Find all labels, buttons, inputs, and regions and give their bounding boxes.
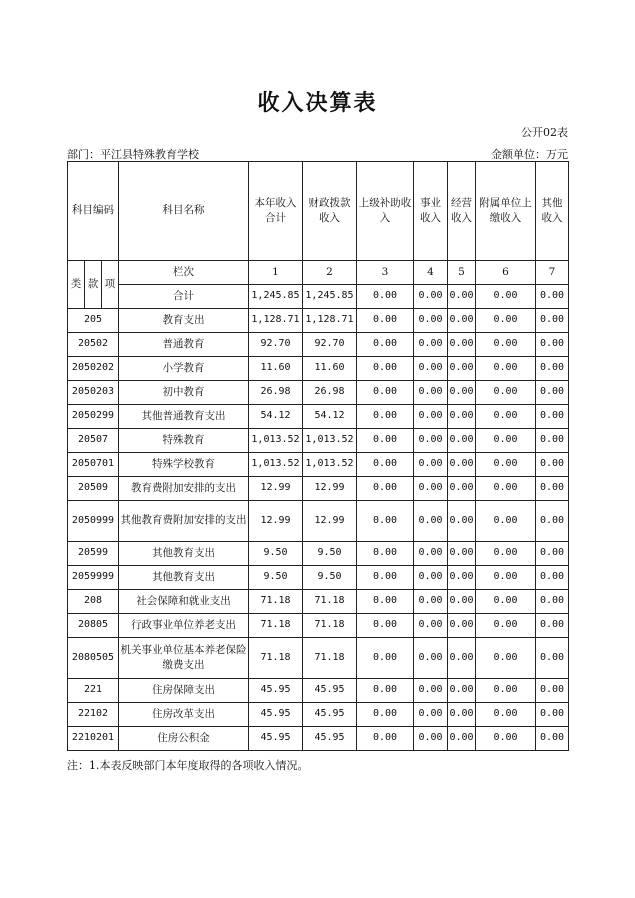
income-value: 92.70 bbox=[249, 333, 303, 357]
page-title: 收入决算表 bbox=[257, 91, 378, 116]
income-value: 0.00 bbox=[414, 477, 448, 501]
income-value: 9.50 bbox=[303, 566, 357, 590]
income-value: 0.00 bbox=[448, 703, 476, 727]
income-value: 0.00 bbox=[536, 501, 569, 542]
header-class: 类 bbox=[68, 261, 85, 309]
subject-code: 208 bbox=[68, 590, 119, 614]
income-value: 11.60 bbox=[303, 357, 357, 381]
header-operating-income: 经营收入 bbox=[448, 162, 476, 261]
header-business-income: 事业收入 bbox=[414, 162, 448, 261]
income-value: 0.00 bbox=[536, 309, 569, 333]
income-value: 71.18 bbox=[303, 614, 357, 638]
income-value: 0.00 bbox=[476, 614, 536, 638]
table-row bbox=[68, 357, 569, 381]
income-value: 0.00 bbox=[536, 542, 569, 566]
income-value: 71.18 bbox=[249, 590, 303, 614]
income-value: 54.12 bbox=[249, 405, 303, 429]
column-index-2: 2 bbox=[303, 261, 357, 285]
income-value: 0.00 bbox=[357, 309, 414, 333]
income-value: 0.00 bbox=[414, 727, 448, 751]
income-value: 0.00 bbox=[448, 638, 476, 679]
column-index-4: 4 bbox=[414, 261, 448, 285]
department-label: 部门：平江县特殊教育学校 bbox=[67, 148, 199, 161]
subject-name: 教育支出 bbox=[119, 309, 249, 333]
table-row bbox=[68, 638, 569, 679]
income-value: 0.00 bbox=[476, 542, 536, 566]
income-value: 12.99 bbox=[303, 477, 357, 501]
income-value: 45.95 bbox=[303, 727, 357, 751]
income-value: 0.00 bbox=[536, 477, 569, 501]
income-value: 45.95 bbox=[249, 727, 303, 751]
income-value: 0.00 bbox=[414, 309, 448, 333]
header-subject-name: 科目名称 bbox=[119, 162, 249, 261]
total-row bbox=[68, 285, 569, 309]
income-value: 0.00 bbox=[476, 357, 536, 381]
income-value: 0.00 bbox=[448, 477, 476, 501]
income-value: 45.95 bbox=[303, 679, 357, 703]
income-value: 0.00 bbox=[357, 727, 414, 751]
income-value: 26.98 bbox=[303, 381, 357, 405]
income-value: 0.00 bbox=[476, 566, 536, 590]
income-value: 0.00 bbox=[414, 453, 448, 477]
column-index-1: 1 bbox=[249, 261, 303, 285]
subject-name: 其他教育费附加安排的支出 bbox=[119, 501, 249, 542]
income-value: 0.00 bbox=[414, 333, 448, 357]
subject-name: 小学教育 bbox=[119, 357, 249, 381]
header-item: 项 bbox=[102, 261, 119, 309]
income-value: 0.00 bbox=[414, 703, 448, 727]
income-value: 0.00 bbox=[414, 357, 448, 381]
income-value: 0.00 bbox=[476, 453, 536, 477]
table-row bbox=[68, 405, 569, 429]
table-row bbox=[68, 590, 569, 614]
income-value: 0.00 bbox=[357, 405, 414, 429]
subject-code: 20805 bbox=[68, 614, 119, 638]
table-row bbox=[68, 614, 569, 638]
income-value: 0.00 bbox=[414, 542, 448, 566]
income-value: 0.00 bbox=[476, 590, 536, 614]
header-row bbox=[68, 162, 569, 261]
income-value: 0.00 bbox=[357, 566, 414, 590]
income-value: 45.95 bbox=[303, 703, 357, 727]
income-value: 0.00 bbox=[357, 614, 414, 638]
column-index-7: 7 bbox=[536, 261, 569, 285]
header-total-income: 本年收入合计 bbox=[249, 162, 303, 261]
income-value: 0.00 bbox=[448, 357, 476, 381]
income-value: 0.00 bbox=[414, 405, 448, 429]
subject-name: 其他普通教育支出 bbox=[119, 405, 249, 429]
table-row bbox=[68, 477, 569, 501]
income-value: 0.00 bbox=[536, 357, 569, 381]
income-value: 0.00 bbox=[357, 429, 414, 453]
income-value: 1,128.71 bbox=[303, 309, 357, 333]
table-row bbox=[68, 333, 569, 357]
income-value: 0.00 bbox=[476, 381, 536, 405]
income-final-accounts-table bbox=[67, 161, 569, 751]
table-row bbox=[68, 309, 569, 333]
table-row bbox=[68, 679, 569, 703]
header-subject-code: 科目编码 bbox=[68, 162, 119, 261]
subject-name: 教育费附加安排的支出 bbox=[119, 477, 249, 501]
income-value: 0.00 bbox=[476, 501, 536, 542]
income-value: 0.00 bbox=[357, 542, 414, 566]
income-value: 0.00 bbox=[536, 679, 569, 703]
form-number: 公开02表 bbox=[521, 126, 568, 139]
income-value: 71.18 bbox=[303, 638, 357, 679]
header-other-income: 其他收入 bbox=[536, 162, 569, 261]
subject-code: 205 bbox=[68, 309, 119, 333]
table-row bbox=[68, 429, 569, 453]
income-value: 0.00 bbox=[536, 638, 569, 679]
income-value: 0.00 bbox=[536, 566, 569, 590]
table-row bbox=[68, 453, 569, 477]
subject-code: 2050299 bbox=[68, 405, 119, 429]
income-value: 9.50 bbox=[249, 542, 303, 566]
income-value: 0.00 bbox=[536, 453, 569, 477]
income-value: 0.00 bbox=[476, 477, 536, 501]
income-value: 12.99 bbox=[249, 477, 303, 501]
income-value: 0.00 bbox=[448, 405, 476, 429]
income-value: 71.18 bbox=[303, 590, 357, 614]
income-value: 0.00 bbox=[357, 638, 414, 679]
income-value: 0.00 bbox=[357, 679, 414, 703]
column-index-5: 5 bbox=[448, 261, 476, 285]
income-value: 0.00 bbox=[414, 679, 448, 703]
income-value: 71.18 bbox=[249, 614, 303, 638]
subject-name: 其他教育支出 bbox=[119, 566, 249, 590]
table-row bbox=[68, 501, 569, 542]
income-value: 0.00 bbox=[448, 727, 476, 751]
income-value: 45.95 bbox=[249, 679, 303, 703]
subject-code: 2050203 bbox=[68, 381, 119, 405]
total-value: 0.00 bbox=[448, 285, 476, 309]
income-value: 0.00 bbox=[414, 429, 448, 453]
header-fiscal-appropriation: 财政拨款收入 bbox=[303, 162, 357, 261]
income-value: 1,013.52 bbox=[249, 453, 303, 477]
table-row bbox=[68, 381, 569, 405]
subject-name: 住房公积金 bbox=[119, 727, 249, 751]
income-value: 0.00 bbox=[448, 501, 476, 542]
income-value: 0.00 bbox=[414, 638, 448, 679]
subject-name: 社会保障和就业支出 bbox=[119, 590, 249, 614]
income-value: 0.00 bbox=[448, 590, 476, 614]
income-value: 0.00 bbox=[414, 501, 448, 542]
income-value: 0.00 bbox=[357, 381, 414, 405]
column-index-6: 6 bbox=[476, 261, 536, 285]
income-value: 0.00 bbox=[476, 333, 536, 357]
income-value: 0.00 bbox=[448, 566, 476, 590]
income-value: 0.00 bbox=[357, 590, 414, 614]
subject-name: 住房保障支出 bbox=[119, 679, 249, 703]
subject-code: 2080505 bbox=[68, 638, 119, 679]
column-index-label: 栏次 bbox=[119, 261, 249, 285]
income-value: 0.00 bbox=[536, 727, 569, 751]
income-value: 0.00 bbox=[448, 542, 476, 566]
income-value: 45.95 bbox=[249, 703, 303, 727]
total-label: 合计 bbox=[119, 285, 249, 309]
table-row bbox=[68, 727, 569, 751]
income-value: 0.00 bbox=[476, 309, 536, 333]
income-value: 1,013.52 bbox=[249, 429, 303, 453]
header-superior-subsidy: 上级补助收入 bbox=[357, 162, 414, 261]
income-value: 1,013.52 bbox=[303, 453, 357, 477]
header-affiliated-income: 附属单位上缴收入 bbox=[476, 162, 536, 261]
income-value: 0.00 bbox=[414, 381, 448, 405]
subject-code: 22102 bbox=[68, 703, 119, 727]
column-index-3: 3 bbox=[357, 261, 414, 285]
total-value: 1,245.85 bbox=[249, 285, 303, 309]
subject-code: 2050999 bbox=[68, 501, 119, 542]
footnote: 注：1.本表反映部门本年度取得的各项收入情况。 bbox=[67, 759, 309, 772]
income-value: 1,013.52 bbox=[303, 429, 357, 453]
table-row bbox=[68, 703, 569, 727]
income-value: 9.50 bbox=[303, 542, 357, 566]
income-value: 71.18 bbox=[249, 638, 303, 679]
total-value: 0.00 bbox=[536, 285, 569, 309]
subject-name: 住房改革支出 bbox=[119, 703, 249, 727]
subject-name: 普通教育 bbox=[119, 333, 249, 357]
subject-name: 行政事业单位养老支出 bbox=[119, 614, 249, 638]
income-value: 0.00 bbox=[448, 381, 476, 405]
subject-name: 初中教育 bbox=[119, 381, 249, 405]
amount-unit-label: 金额单位：万元 bbox=[491, 148, 568, 161]
income-value: 0.00 bbox=[448, 429, 476, 453]
table-row bbox=[68, 566, 569, 590]
subject-name: 特殊教育 bbox=[119, 429, 249, 453]
subject-name: 其他教育支出 bbox=[119, 542, 249, 566]
income-value: 26.98 bbox=[249, 381, 303, 405]
income-value: 1,128.71 bbox=[249, 309, 303, 333]
income-value: 92.70 bbox=[303, 333, 357, 357]
subject-code: 2050701 bbox=[68, 453, 119, 477]
subject-code: 20509 bbox=[68, 477, 119, 501]
income-value: 0.00 bbox=[414, 566, 448, 590]
income-value: 0.00 bbox=[536, 429, 569, 453]
income-value: 12.99 bbox=[249, 501, 303, 542]
total-value: 0.00 bbox=[414, 285, 448, 309]
subject-name: 特殊学校教育 bbox=[119, 453, 249, 477]
table-row bbox=[68, 542, 569, 566]
total-value: 0.00 bbox=[476, 285, 536, 309]
income-value: 11.60 bbox=[249, 357, 303, 381]
income-value: 0.00 bbox=[448, 309, 476, 333]
subject-name: 机关事业单位基本养老保险缴费支出 bbox=[119, 638, 249, 679]
income-value: 9.50 bbox=[249, 566, 303, 590]
income-value: 0.00 bbox=[357, 501, 414, 542]
income-value: 0.00 bbox=[357, 453, 414, 477]
income-value: 0.00 bbox=[476, 727, 536, 751]
income-value: 0.00 bbox=[476, 638, 536, 679]
income-value: 0.00 bbox=[448, 453, 476, 477]
total-value: 1,245.85 bbox=[303, 285, 357, 309]
income-value: 0.00 bbox=[448, 333, 476, 357]
income-value: 0.00 bbox=[536, 381, 569, 405]
subject-code: 221 bbox=[68, 679, 119, 703]
income-value: 0.00 bbox=[476, 405, 536, 429]
income-value: 0.00 bbox=[414, 590, 448, 614]
income-value: 0.00 bbox=[536, 405, 569, 429]
subject-code: 20502 bbox=[68, 333, 119, 357]
subject-code: 20599 bbox=[68, 542, 119, 566]
income-value: 12.99 bbox=[303, 501, 357, 542]
total-value: 0.00 bbox=[357, 285, 414, 309]
income-value: 54.12 bbox=[303, 405, 357, 429]
header-section: 款 bbox=[85, 261, 102, 309]
income-value: 0.00 bbox=[476, 679, 536, 703]
subject-code: 2210201 bbox=[68, 727, 119, 751]
income-value: 0.00 bbox=[536, 703, 569, 727]
subject-code: 20507 bbox=[68, 429, 119, 453]
income-value: 0.00 bbox=[536, 333, 569, 357]
income-value: 0.00 bbox=[536, 614, 569, 638]
income-value: 0.00 bbox=[357, 703, 414, 727]
income-value: 0.00 bbox=[476, 703, 536, 727]
income-value: 0.00 bbox=[414, 614, 448, 638]
income-value: 0.00 bbox=[357, 333, 414, 357]
subject-code: 2059999 bbox=[68, 566, 119, 590]
column-index-row bbox=[68, 261, 569, 285]
income-value: 0.00 bbox=[448, 679, 476, 703]
income-value: 0.00 bbox=[357, 357, 414, 381]
income-value: 0.00 bbox=[448, 614, 476, 638]
subject-code: 2050202 bbox=[68, 357, 119, 381]
income-value: 0.00 bbox=[357, 477, 414, 501]
income-value: 0.00 bbox=[476, 429, 536, 453]
income-value: 0.00 bbox=[536, 590, 569, 614]
